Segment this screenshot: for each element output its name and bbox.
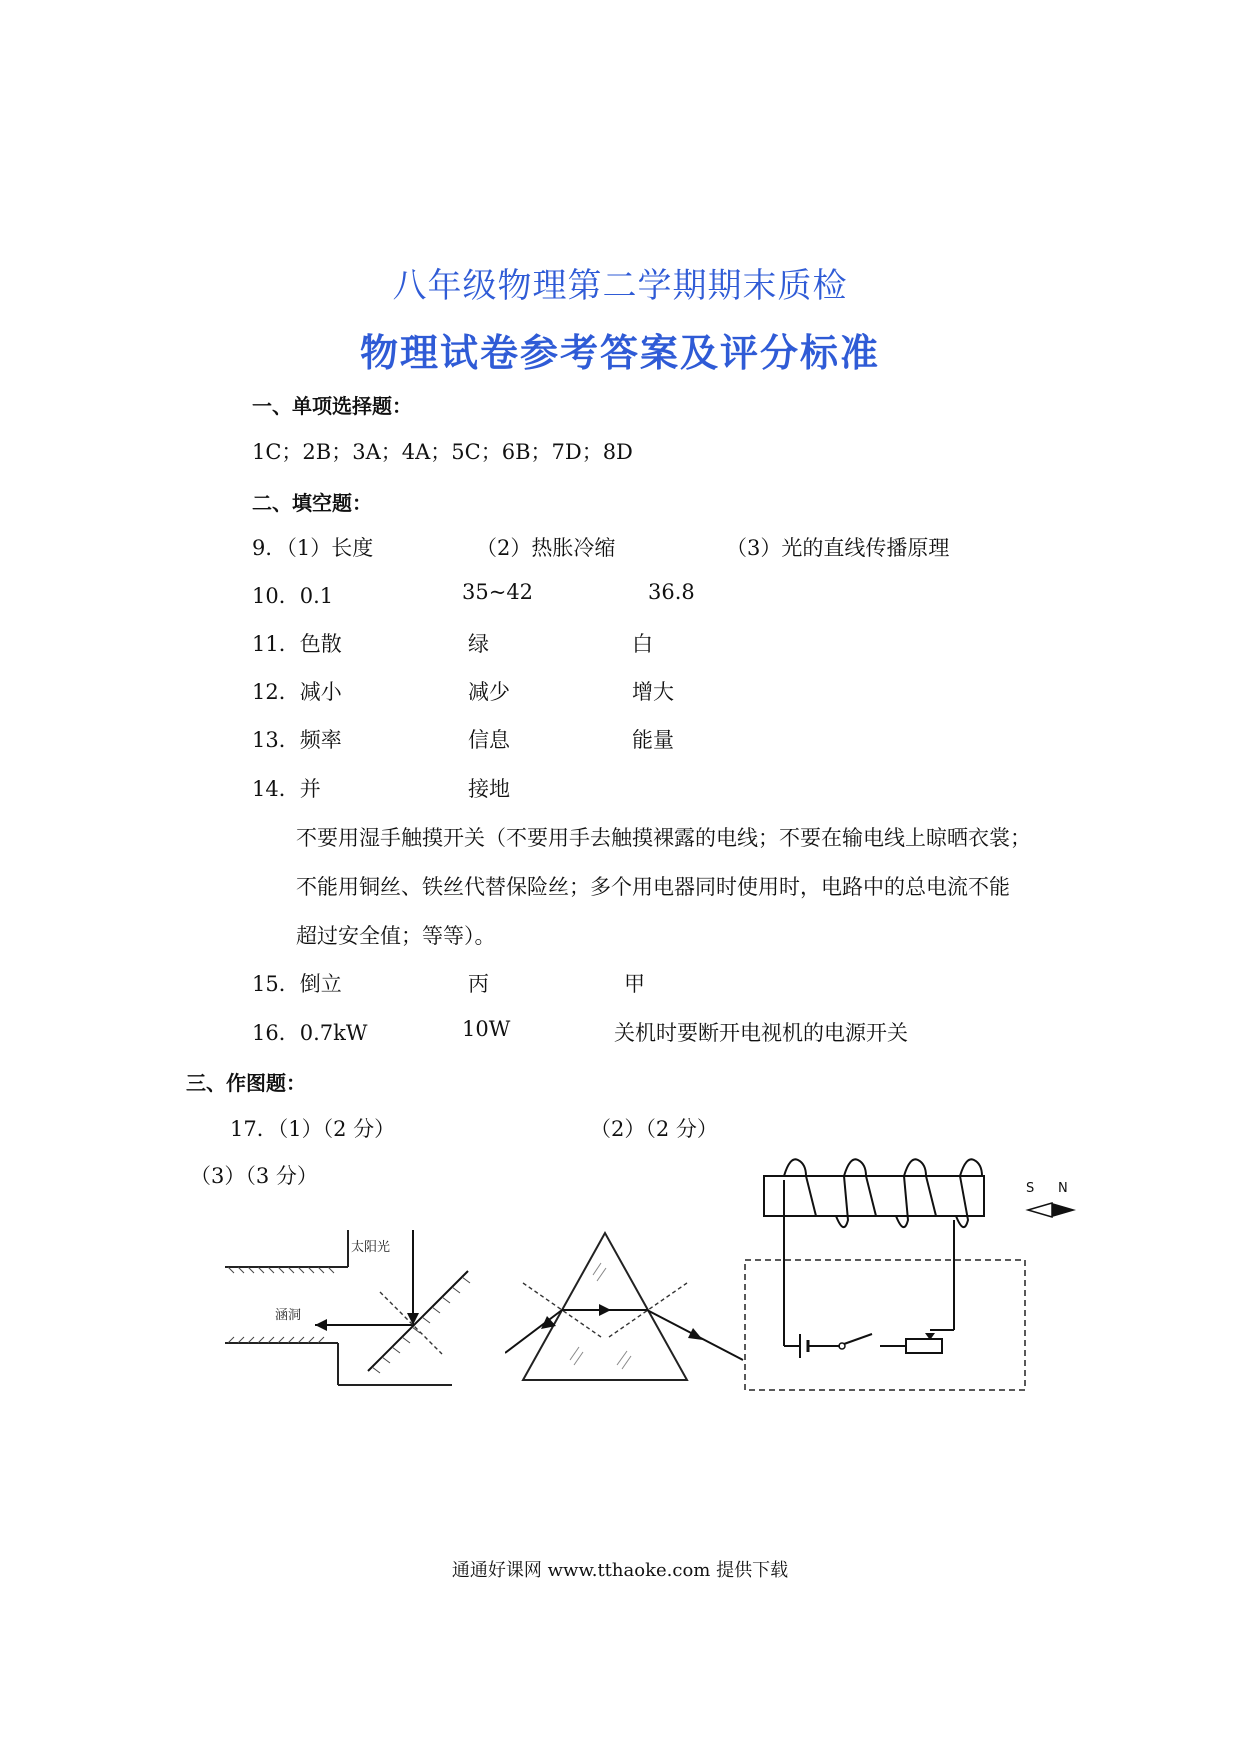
section-3-heading: 三、作图题： (186, 1071, 306, 1095)
safety-note-line: 超过安全值；等等）。 (296, 924, 496, 948)
mirror-reflection-figure (220, 1225, 490, 1400)
answer-cell: （2）热胀冷缩 (476, 536, 616, 560)
section-1-answers: 1C；2B；3A；4A；5C；6B；7D；8D (252, 440, 633, 464)
sun-light-label: 太阳光 (351, 1240, 391, 1255)
answer-cell: 接地 (468, 777, 510, 801)
answer-cell: 丙 (468, 972, 489, 996)
compass-n-label: N (1058, 1181, 1068, 1196)
row-number: 12． (252, 680, 300, 704)
answer-cell: 白 (632, 632, 653, 656)
footer-credit: 通通好课网 www.tthaoke.com 提供下载 (451, 1560, 789, 1581)
section-1-heading: 一、单项选择题： (252, 394, 412, 418)
row-number: 16． (252, 1021, 300, 1045)
answer-row-12 (252, 676, 342, 706)
row-number: 11． (252, 632, 300, 656)
section-2-heading: 二、填空题： (252, 491, 372, 515)
answer-cell: （3）光的直线传播原理 (726, 536, 950, 560)
answer-cell: 并 (299, 777, 321, 801)
answer-cell: 0.1 (299, 584, 334, 608)
page-subtitle: 物理试卷参考答案及评分标准 (359, 330, 880, 375)
row-number: 9． (252, 536, 287, 560)
row-number: 13． (252, 728, 300, 752)
answer-cell: 能量 (632, 728, 674, 752)
answer-cell: 色散 (299, 632, 342, 656)
row-number: 14． (252, 777, 300, 801)
answer-row-11 (252, 628, 342, 658)
answer-row-14 (252, 773, 321, 803)
safety-note-line: 不要用湿手触摸开关（不要用手去触摸裸露的电线；不要在输电线上晾晒衣裳； (296, 826, 1031, 850)
answer-row-9 (252, 532, 373, 562)
answer-row-15 (252, 968, 342, 998)
answer-cell: 减小 (299, 680, 342, 704)
compass-s-label: S (1026, 1181, 1035, 1196)
answer-cell: 倒立 (299, 972, 342, 996)
answer-row-13 (252, 724, 342, 754)
question-17-part-1: 17．（1）（2 分） (230, 1117, 396, 1141)
prism-refraction-figure (505, 1225, 750, 1390)
safety-note-line: 不能用铜丝、铁丝代替保险丝；多个用电器同时使用时，电路中的总电流不能 (296, 875, 1010, 899)
answer-cell: 信息 (468, 728, 510, 752)
answer-cell: 绿 (468, 632, 489, 656)
question-17-part-3: （3）（3 分） (190, 1164, 318, 1188)
answer-cell: 36.8 (648, 580, 695, 604)
answer-cell: 甲 (624, 972, 645, 996)
row-number: 10． (252, 584, 300, 608)
answer-cell: 0.7kW (299, 1021, 368, 1045)
answer-cell: 减少 (468, 680, 510, 704)
answer-cell: （1）长度 (286, 536, 374, 560)
answer-cell: 频率 (299, 728, 342, 752)
answer-row-10 (252, 580, 333, 610)
answer-cell: 关机时要断开电视机的电源开关 (614, 1021, 908, 1045)
answer-row-16 (252, 1017, 367, 1047)
question-17-part-2: （2）（2 分） (590, 1117, 718, 1141)
tunnel-label: 涵洞 (275, 1308, 302, 1323)
answer-cell: 10W (462, 1017, 511, 1041)
electromagnet-circuit-figure (740, 1150, 1100, 1400)
answer-cell: 增大 (632, 680, 674, 704)
page-title: 八年级物理第二学期期末质检 (392, 266, 848, 306)
answer-cell: 35~42 (462, 580, 534, 604)
row-number: 15． (252, 972, 300, 996)
